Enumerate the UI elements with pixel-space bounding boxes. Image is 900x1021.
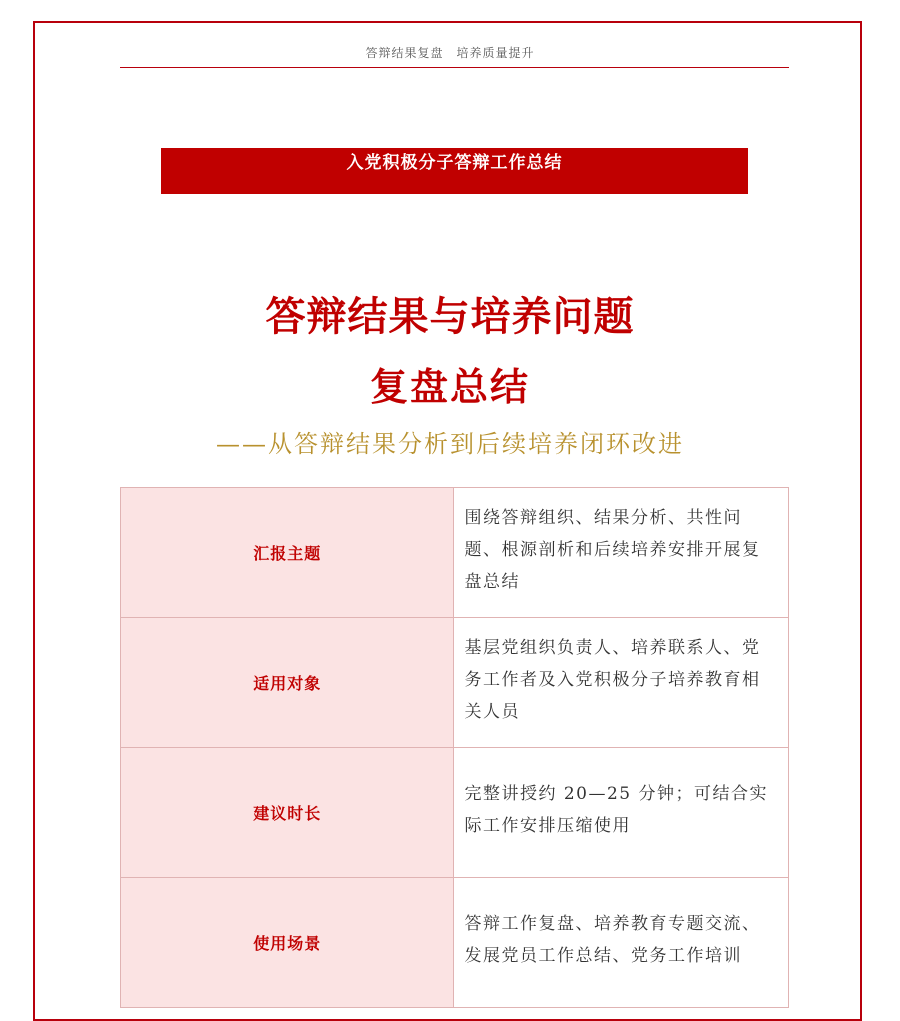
section-banner: 入党积极分子答辩工作总结	[161, 148, 748, 194]
main-title-line-2: 复盘总结	[369, 364, 530, 409]
info-value	[454, 488, 789, 618]
info-value-text: 完整讲授约 20—25 分钟；可结合实际工作安排压缩使用	[464, 783, 769, 836]
info-row-duration	[121, 748, 789, 878]
info-value-text: 基层党组织负责人、培养联系人、党务工作者及入党积极分子培养教育相关人员	[464, 637, 761, 722]
header-divider	[120, 67, 789, 68]
info-row-audience	[121, 618, 789, 748]
info-value	[454, 748, 789, 878]
info-label: 汇报主题	[121, 488, 454, 618]
info-value	[454, 618, 789, 748]
info-value-text: 围绕答辩组织、结果分析、共性问题、根源剖析和后续培养安排开展复盘总结	[464, 507, 761, 592]
subtitle: ——从答辩结果分析到后续培养闭环改进	[216, 430, 684, 458]
info-label: 建议时长	[121, 748, 454, 878]
info-row-topic	[121, 488, 789, 618]
info-label: 使用场景	[121, 878, 454, 1008]
info-label: 适用对象	[121, 618, 454, 748]
info-table	[120, 487, 789, 1008]
info-row-scenario	[121, 878, 789, 1008]
header-text: 答辩结果复盘 培养质量提升	[365, 46, 535, 60]
info-value-text: 答辩工作复盘、培养教育专题交流、发展党员工作总结、党务工作培训	[464, 913, 761, 966]
main-title-line-1: 答辩结果与培养问题	[265, 293, 635, 340]
info-value	[454, 878, 789, 1008]
